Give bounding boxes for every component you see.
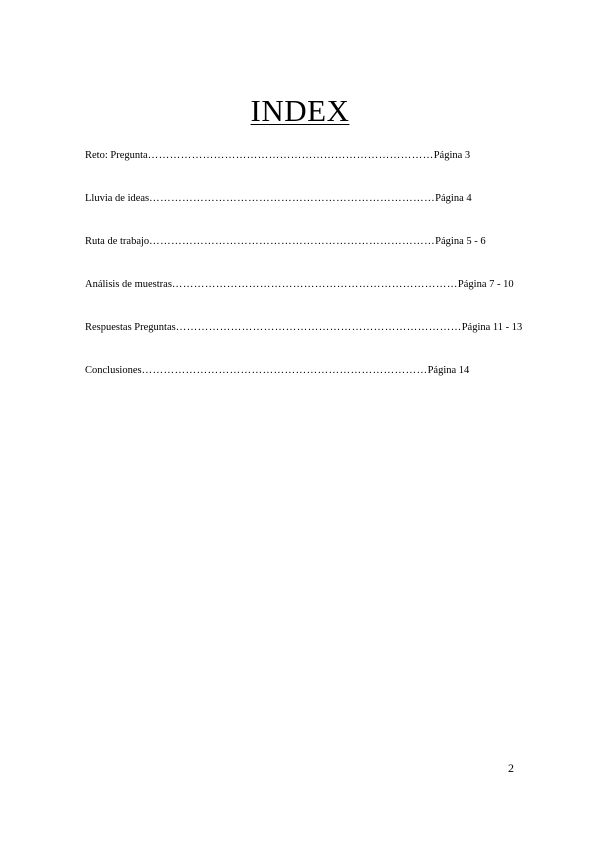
toc-entry-label: Respuestas Preguntas (85, 322, 176, 333)
toc-dot-leader: …………………………………………………………………… (149, 193, 436, 204)
toc-entry-label: Conclusiones (85, 365, 142, 376)
toc-entry-page: Página 7 - 10 (457, 279, 514, 290)
toc-entry (85, 236, 525, 250)
toc-entry (85, 150, 525, 164)
toc-entry-page: Página 14 (427, 365, 470, 376)
toc-dot-leader: …………………………………………………………………… (149, 236, 436, 247)
toc-entry-label: Reto: Pregunta (85, 150, 148, 161)
toc-entry (85, 279, 525, 293)
toc-entry (85, 193, 525, 207)
toc-dot-leader: …………………………………………………………………… (147, 150, 434, 161)
toc-entry-page: Página 11 - 13 (461, 322, 523, 333)
toc-dot-leader: …………………………………………………………………… (171, 279, 458, 290)
page-title: INDEX (250, 93, 350, 128)
toc-entry (85, 365, 525, 379)
toc-entry-label: Ruta de trabajo (85, 236, 150, 247)
toc-entry-page: Página 4 (435, 193, 472, 204)
toc-entry-label: Lluvia de ideas (85, 193, 150, 204)
page-number: 2 (508, 761, 514, 775)
toc-dot-leader: …………………………………………………………………… (141, 365, 428, 376)
toc-entry-label: Análisis de muestras (85, 279, 172, 290)
toc-entry-page: Página 5 - 6 (435, 236, 486, 247)
toc-entry-page: Página 3 (433, 150, 471, 161)
toc-entry (85, 322, 525, 336)
toc-dot-leader: …………………………………………………………………… (175, 322, 462, 333)
table-of-contents (85, 150, 525, 408)
